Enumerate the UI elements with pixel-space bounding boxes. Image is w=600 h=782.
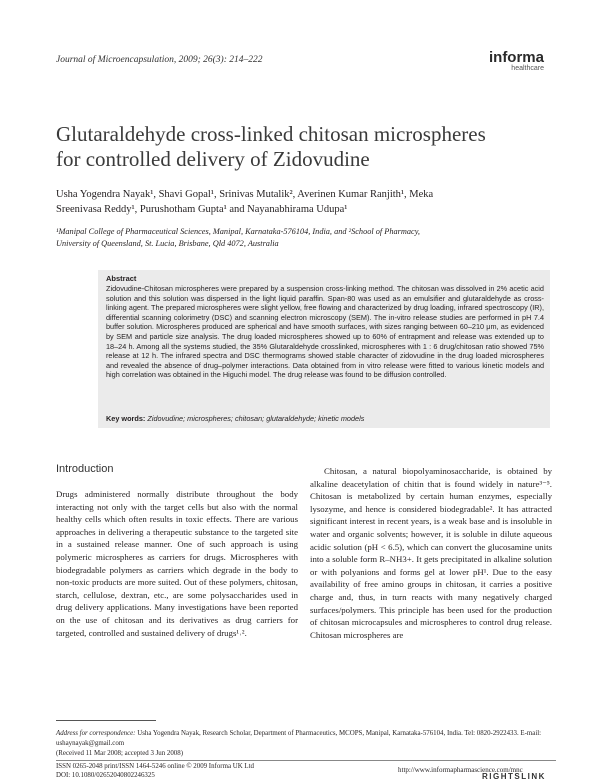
affiliations bbox=[56, 226, 556, 250]
title-line-1: Glutaraldehyde cross-linked chitosan microspheres bbox=[56, 122, 486, 146]
affiliation-line-2: University of Queensland, St. Lucia, Brisbane, Qld 4072, Australia bbox=[56, 239, 279, 248]
abstract-text: Zidovudine-Chitosan microspheres were prepared by a suspension cross-linking method. The chitosan was dissolved in 2% acetic acid solution and this solution was dispersed in the light liquid paraffin. Span-80 was used as an emulsifier and glutaraldehyde as cross-linking agent. The prepared microspheres were slight yellow, free flowing and characterized by drug loading, infrared spectroscopy (IR), differential scanning colorimetry (DSC) and scanning electron microscopy (SEM). The in-vitro release studies are performed in pH 7.4 buffer solution. Microspheres produced are spherical and have smooth surfaces, with sizes ranging between 60–210 μm, as evidenced by SEM and particle size analysis. The drug loaded microspheres showed up to 60% of entrapment and release was extended up to 18–24 h. Among all the systems studied, the 35% Glutaraldehyde crosslinked, microspheres with 1 : 6 drug/chitosan ratio showed 75% release at 12 h. The infrared spectra and DSC thermograms showed stable character of zidovudine in the drug loaded microspheres and revealed the absence of drug–polymer interactions. Data obtained from in vitro release were fitted to various kinetic models and high correlation was obtained in the Higuchi model. The drug release was found to be diffusion controlled. bbox=[106, 284, 544, 380]
author-list bbox=[56, 187, 556, 217]
correspondence-note bbox=[56, 729, 556, 748]
keywords-label: Key words: bbox=[106, 414, 146, 423]
body-column-right bbox=[310, 465, 552, 641]
article-title bbox=[56, 122, 556, 172]
keywords-list: Zidovudine; microspheres; chitosan; glutaraldehyde; kinetic models bbox=[147, 414, 365, 423]
title-line-2: for controlled delivery of Zidovudine bbox=[56, 147, 370, 171]
affiliation-line-1: ¹Manipal College of Pharmaceutical Sciences, Manipal, Karnataka-576104, India, and ²School of Pharmacy, bbox=[56, 227, 420, 236]
issn-line: ISSN 0265-2048 print/ISSN 1464-5246 online © 2009 Informa UK Ltd bbox=[56, 763, 254, 770]
footnote-rule bbox=[56, 720, 156, 721]
doi-line: DOI: 10.1080/02652040802246325 bbox=[56, 772, 155, 779]
correspondence-text: Usha Yogendra Nayak, Research Scholar, Department of Pharmaceutics, MCOPS, Manipal, Karnataka-576104, India. Tel: 0820-2922433. E-mail: ushaynayak@gmail.com bbox=[56, 730, 542, 747]
intro-paragraph-1: Drugs administered normally distribute throughout the body interacting not only with the target cells but also with the normal healthy cells which often results in toxic effects. There are various approaches in delivering a therapeutic substance to the targeted site in a sustained release manner. One of such approach is using polymeric microspheres as carriers for drugs. Microspheres with biodegradable polymers as carriers which degrade in the body to non-toxic products are more suited. Out of these polymers, chitosan, starch, cellulose, dextran, etc., are some polysaccharides used in drug delivery applications. Many investigations have been reported on the use of chitosan and its derivatives as drug carriers for targeted, controlled and sustained delivery of drugs¹˒². bbox=[56, 489, 298, 638]
journal-url-link[interactable]: http://www.informapharmascience.com/mnc bbox=[398, 766, 523, 774]
publisher-logo bbox=[489, 50, 544, 73]
journal-citation: Journal of Microencapsulation, 2009; 26(3): 214–222 bbox=[56, 55, 263, 65]
footer-rule bbox=[56, 760, 556, 761]
logo-sub-text: healthcare bbox=[511, 65, 544, 72]
keywords bbox=[106, 414, 544, 423]
received-dates: (Received 11 Mar 2008; accepted 3 Jun 2008) bbox=[56, 750, 183, 757]
correspondence-label: Address for correspondence: bbox=[56, 730, 136, 737]
issn-doi bbox=[56, 762, 254, 780]
intro-paragraph-2: Chitosan, a natural biopolyaminosaccharide, is obtained by alkaline deacetylation of chitin that is found widely in nature³⁻⁵. Chitosan is metabolized by certain human enzymes, especially lysozyme, and hence is considered biodegradable². It has attracted significant interest in recent years, is a weak base and is insoluble in water and organic solvents; however, it is soluble in dilute aqueous acidic solution (pH < 6.5), which can convert the glucosamine units into a soluble form R–NH3+. It gets precipitated in alkaline solution or with polyanions and forms gel at lower pH¹. Due to the easy availability of free amino groups in chitosan, it carries a positive charge and, thus, in turn reacts with many negatively charged surfaces/polymers. This principle has been used for the production of chitosan microcapsules and microspheres to control drug release. Chitosan microspheres are bbox=[310, 466, 552, 640]
abstract-heading: Abstract bbox=[106, 274, 137, 283]
body-column-left bbox=[56, 488, 298, 639]
authors-line-1: Usha Yogendra Nayak¹, Shavi Gopal¹, Srinivas Mutalik², Averinen Kumar Ranjith¹, Meka bbox=[56, 189, 434, 200]
rightslink-logo[interactable]: RIGHTSLINK bbox=[482, 772, 546, 781]
section-heading-introduction: Introduction bbox=[56, 463, 114, 475]
authors-line-2: Sreenivasa Reddy¹, Purushotham Gupta¹ and Nayanabhirama Udupa¹ bbox=[56, 204, 348, 215]
logo-main-text: informa bbox=[488, 49, 544, 66]
